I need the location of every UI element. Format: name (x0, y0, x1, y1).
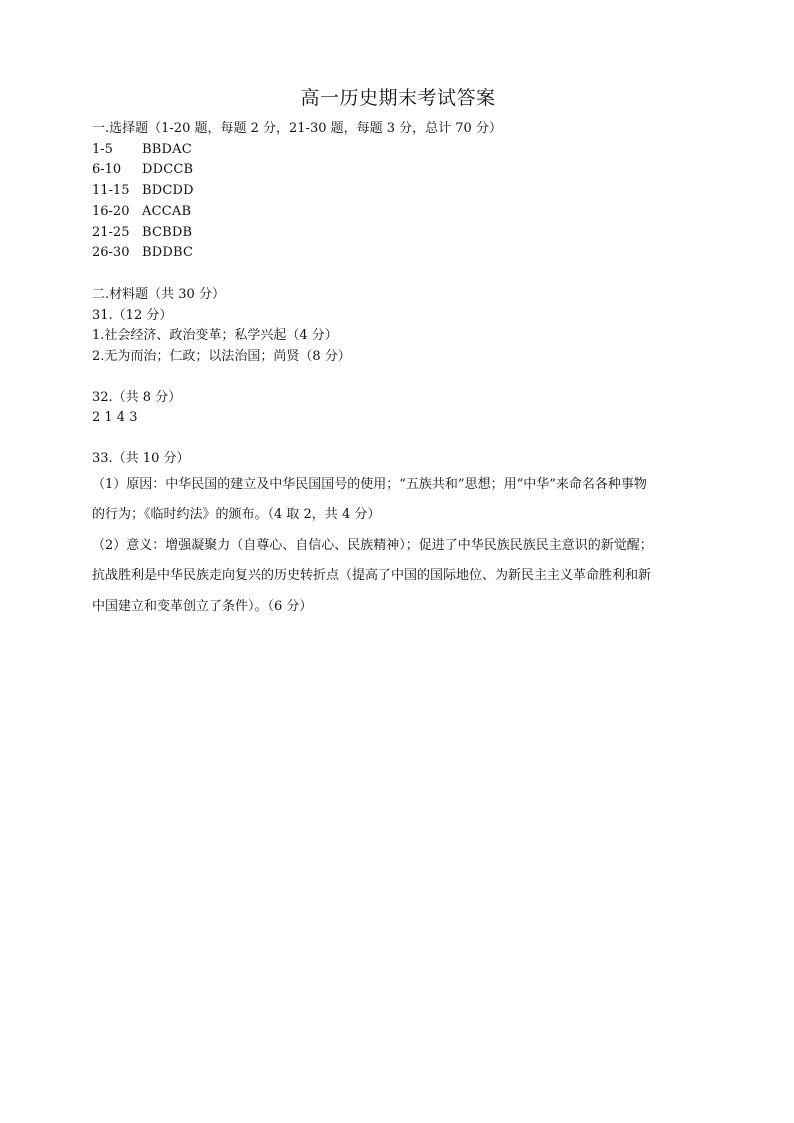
question-33-label: 33.（共 10 分） (92, 451, 190, 467)
question-range: 16-20 (92, 203, 130, 219)
choice-answer-row (92, 202, 704, 223)
question-32-label: 32.（共 8 分） (92, 389, 182, 405)
spacer (92, 368, 704, 388)
question-range: 21-25 (92, 224, 130, 240)
section1-heading: 一.选择题（1-20 题，每题 2 分，21-30 题，每题 3 分，总计 70 分） (92, 121, 502, 136)
choice-answer-row (92, 160, 704, 181)
answer-letters: DDCCB (142, 162, 194, 178)
spacer (92, 429, 704, 449)
question-range: 6-10 (92, 162, 122, 178)
section2-heading: 二.材料题（共 30 分） (92, 286, 225, 302)
question-33-line-5: 中国建立和变革创立了条件）。（6 分） (92, 598, 313, 614)
question-33-line-2: 的行为；《临时约法》的颁布。（4 取 2，共 4 分） (92, 507, 381, 523)
question-range: 11-15 (92, 183, 130, 199)
question-32-answer: 2 1 4 3 (92, 410, 138, 426)
question-31-answer-1: 1.社会经济、政治变革；私学兴起（4 分） (92, 328, 338, 344)
question-31-answer-2: 2.无为而治；仁政；以法治国；尚贤（8 分） (92, 349, 351, 365)
question-range: 26-30 (92, 245, 130, 261)
choice-answer-row (92, 243, 704, 264)
question-33-line-4: 抗战胜利是中华民族走向复兴的历史转折点（提高了中国的国际地位、为新民主主义革命胜利和新 (92, 568, 652, 584)
question-33-line-3: （2）意义：增强凝聚力（自尊心、自信心、民族精神）；促进了中华民族民族民主意识的新觉醒； (92, 537, 653, 553)
spacer (92, 264, 704, 285)
answer-letters: BDCDD (142, 183, 194, 199)
answer-letters: BCBDB (142, 224, 193, 240)
choice-answers-list (92, 140, 704, 264)
answer-letters: ACCAB (142, 203, 192, 219)
page-title: 高一历史期末考试答案 (300, 87, 496, 109)
answer-letters: BDDBC (142, 245, 194, 261)
question-33-line-1: （1）原因：中华民国的建立及中华民国国号的使用；“五族共和”思想；用“中华”来命名各种事物 (92, 476, 647, 492)
answer-letters: BBDAC (142, 141, 192, 157)
choice-answer-row (92, 223, 704, 244)
choice-answer-row (92, 181, 704, 202)
choice-answer-row (92, 140, 704, 161)
question-31-label: 31.（12 分） (92, 307, 173, 323)
question-range: 1-5 (92, 141, 113, 157)
